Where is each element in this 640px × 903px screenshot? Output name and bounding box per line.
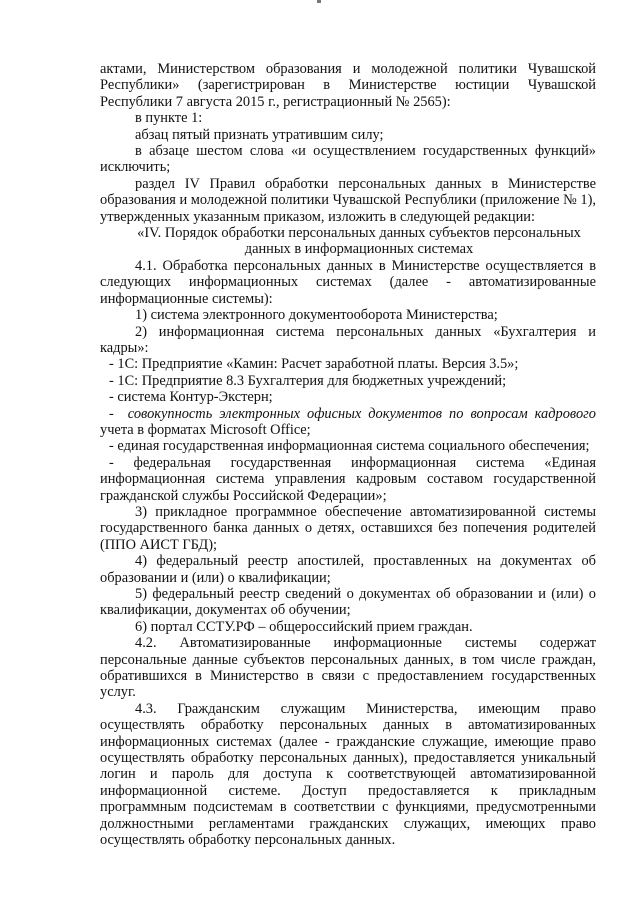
paragraph-abzac-6: в абзаце шестом слова «и осуществлением государственных функций» исключить; xyxy=(100,143,596,176)
paragraph-continuation: актами, Министерством образования и молодежной политики Чувашской Республики» (зарегистрирован в Министерстве юстиции Чувашской Республики 7 августа 2015 г., регистрационный № 2565): xyxy=(100,61,596,110)
paragraph-point-1: в пункте 1: xyxy=(135,110,203,127)
list-item-4: 4) федеральный реестр апостилей, проставленных на документах об образовании и (или) о квалификации; xyxy=(100,553,596,586)
list-item-6: 6) портал ССТУ.РФ – общероссийский прием граждан. xyxy=(135,618,473,635)
sublist-item-office-docs xyxy=(100,406,596,439)
paragraph-4-2: 4.2. Автоматизированные информационные системы содержат персональные данные субъектов персональных данных, в том числе граждан, обратившихся в Министерство в связи с предоставлением государственных услуг. xyxy=(100,635,596,701)
plain-text: учета в форматах Microsoft Office; xyxy=(100,421,311,438)
section-heading: «IV. Порядок обработки персональных данных субъектов персональных данных в информационных системах xyxy=(137,225,581,258)
list-item-2: 2) информационная система персональных данных «Бухгалтерия и кадры»: xyxy=(100,323,596,356)
sublist-item-kontur: - система Контур-Экстерн; xyxy=(109,389,273,406)
dash-lead: - xyxy=(109,405,128,422)
list-item-1: 1) система электронного документооборота Министерства; xyxy=(135,307,498,324)
sublist-item-kamin: - 1С: Предприятие «Камин: Расчет заработной платы. Версия 3.5»; xyxy=(109,356,519,373)
list-item-3: 3) прикладное программное обеспечение автоматизированной системы государственного банка данных о детях, оставшихся без попечения родителей (ППО АИСТ ГБД); xyxy=(100,503,596,553)
paragraph-section-iv: раздел IV Правил обработки персональных данных в Министерстве образования и молодежной политики Чувашской Республики (приложение № 1), утвержденных указанным приказом, изложить в следующей редакции: xyxy=(100,175,596,225)
sublist-item-social-system: - единая государственная информационная система социального обеспечения; xyxy=(109,438,590,455)
document-body xyxy=(100,61,596,849)
paragraph-4-1: 4.1. Обработка персональных данных в Министерстве осуществляется в следующих информационных системах (далее - автоматизированные информационные системы): xyxy=(100,257,596,307)
page-mark xyxy=(317,0,321,3)
sublist-item-federal-hr-system: - федеральная государственная информационная система «Единая информационная система управления кадровым составом государственной гражданской службы Российской Федерации»; xyxy=(100,454,596,504)
paragraph-abzac-5: абзац пятый признать утратившим силу; xyxy=(135,126,384,143)
paragraph-4-3: 4.3. Гражданским служащим Министерства, имеющим право осуществлять обработку персональных данных в автоматизированных информационных системах (далее - гражданские служащие, имеющие право осуществлять обработку персональных данных), предоставляется уникальный логин и пароль для доступа к соответствующей автоматизированной информационной системе. Доступ предоставляется к прикладным программным подсистемам в соответствии с функциями, предусмотренными должностными регламентами гражданских служащих, имеющих право осуществлять обработку персональных данных. xyxy=(100,700,596,849)
sublist-item-1c-accounting: - 1С: Предприятие 8.3 Бухгалтерия для бюджетных учреждений; xyxy=(109,372,507,389)
list-item-5: 5) федеральный реестр сведений о документах об образовании и (или) о квалификации, документах об обучении; xyxy=(100,586,596,619)
italic-text: совокупность электронных офисных документов по вопросам кадрового xyxy=(127,405,596,422)
